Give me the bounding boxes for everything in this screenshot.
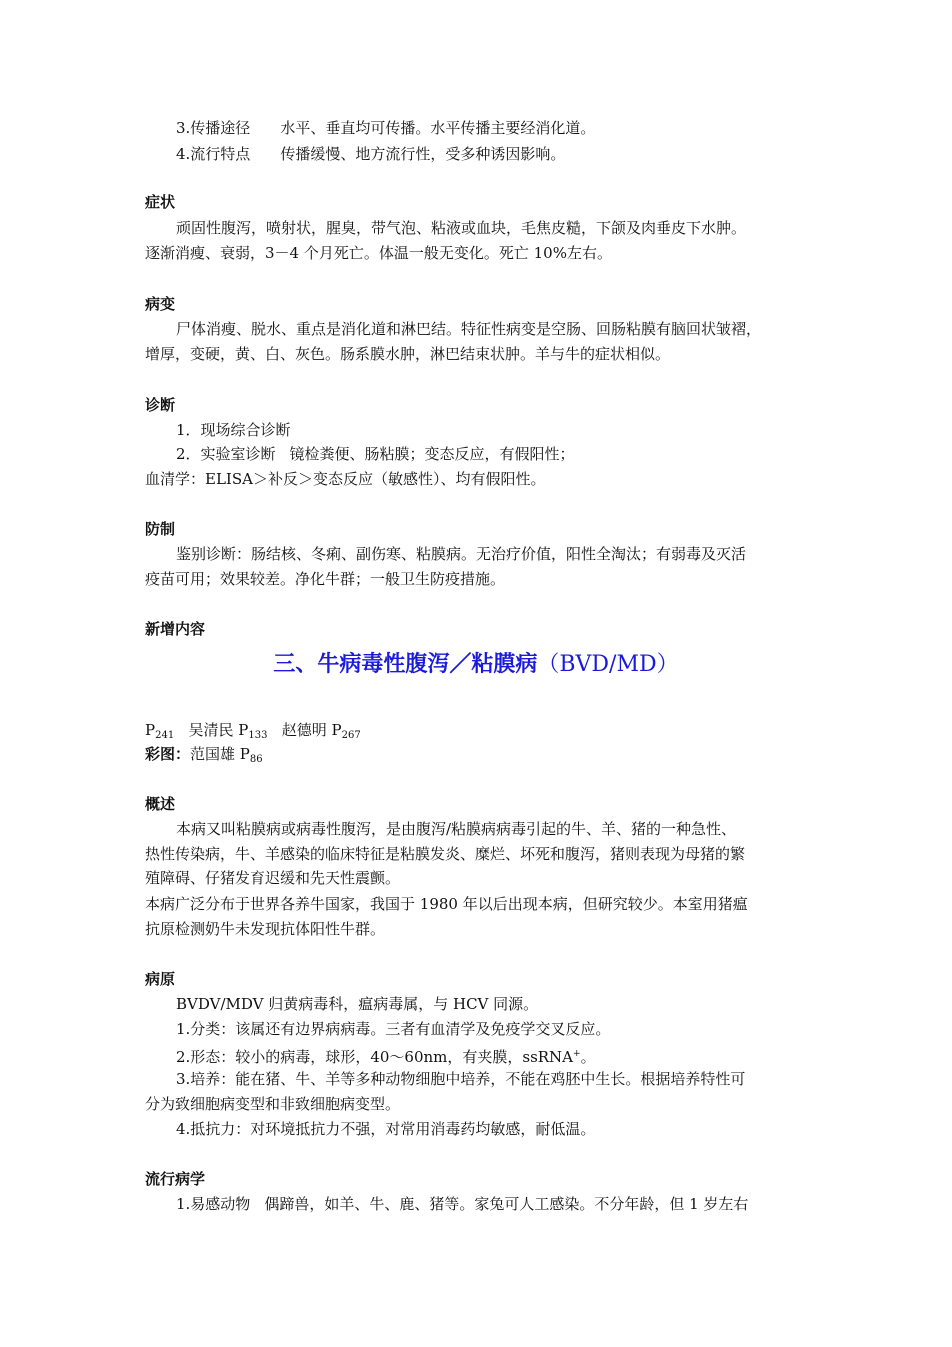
- diagnosis-heading: 诊断: [145, 396, 176, 414]
- paragraph-line: 增厚，变硬，黄、白、灰色。肠系膜水肿，淋巴结束状肿。羊与牛的症状相似。: [145, 345, 671, 363]
- epidemiology-heading: 流行病学: [145, 1170, 206, 1188]
- symptoms-heading: 症状: [145, 193, 176, 211]
- paragraph-line: [176, 1192, 816, 1216]
- ref-page-number: 241: [155, 730, 175, 741]
- paragraph-line: 鉴别诊断：肠结核、冬痢、副伤寒、粘膜病。无治疗价值，阳性全淘汰；有弱毒及灭活: [176, 545, 747, 563]
- item-label: 2．实验室诊断: [176, 445, 276, 463]
- paragraph-line: 殖障碍、仔猪发育迟缓和先天性震颤。: [145, 869, 401, 887]
- ref-page-number: 267: [341, 730, 361, 741]
- item-text: 传播缓慢、地方流行性，受多种诱因影响。: [280, 145, 566, 163]
- section-title-main: 三、牛病毒性腹泻／粘膜病: [273, 652, 538, 677]
- item-text: 偶蹄兽，如羊、牛、鹿、猪等。家兔可人工感染。不分年龄，但 1 岁左右: [264, 1195, 749, 1213]
- paragraph-line: 3.培养：能在猪、牛、羊等多种动物细胞中培养，不能在鸡胚中生长。根据培养特性可: [176, 1070, 746, 1088]
- serology-line: 血清学：ELISA＞补反＞变态反应（敏感性）、均有假阳性。: [145, 470, 546, 488]
- item-text: 镜检粪便、肠粘膜；变态反应，有假阳性；: [289, 445, 575, 463]
- lesions-heading: 病变: [145, 295, 176, 313]
- paragraph-line: 逐渐消瘦、衰弱，3－4 个月死亡。体温一般无变化。死亡 10%左右。: [145, 244, 612, 262]
- item-text: 水平、垂直均可传播。水平传播主要经消化道。: [280, 119, 596, 137]
- item-label: 3.传播途径: [176, 119, 251, 137]
- section-title: [0, 648, 952, 682]
- color-figure-line: [145, 742, 815, 772]
- diagnosis-item-2: [176, 442, 816, 466]
- epidemic-feature-line: [176, 142, 816, 166]
- new-content-label: 新增内容: [145, 620, 206, 638]
- overview-heading: 概述: [145, 795, 176, 813]
- transmission-route-line: [176, 116, 816, 140]
- paragraph-line: 热性传染病，牛、羊感染的临床特征是粘膜发炎、糜烂、坏死和腹泻，猪则表现为母猪的繁: [145, 845, 746, 863]
- paragraph-line: 抗原检测奶牛未发现抗体阳性牛群。: [145, 920, 386, 938]
- paragraph-line: 分为致细胞病变型和非致细胞病变型。: [145, 1095, 401, 1113]
- item-label: 1.易感动物: [176, 1195, 251, 1213]
- paragraph-line: 本病又叫粘膜病或病毒性腹泻，是由腹泻/粘膜病病毒引起的牛、羊、猪的一种急性、: [176, 820, 737, 838]
- section-title-abbr: （BVD/MD）: [537, 652, 679, 677]
- diagnosis-item-1: 1．现场综合诊断: [176, 421, 291, 439]
- paragraph-line: 4.抵抗力：对环境抵抗力不强，对常用消毒药均敏感，耐低温。: [176, 1120, 596, 1138]
- control-heading: 防制: [145, 520, 176, 538]
- paragraph-line: [176, 1042, 816, 1069]
- paragraph-line: BVDV/MDV 归黄病毒科，瘟病毒属，与 HCV 同源。: [176, 995, 539, 1013]
- item-text: 2.形态：较小的病毒，球形，40～60nm，有夹膜，ssRNA: [176, 1048, 574, 1066]
- paragraph-line: 顽固性腹泻，喷射状，腥臭，带气泡、粘液或血块，毛焦皮糙，下颌及肉垂皮下水肿。: [176, 219, 747, 237]
- color-figure-label: 彩图：: [145, 745, 191, 763]
- ref-page-number: 86: [249, 754, 263, 765]
- pathogen-heading: 病原: [145, 970, 176, 988]
- item-label: 4.流行特点: [176, 145, 251, 163]
- ref-author: 吴清民 P: [188, 721, 249, 739]
- superscript: +: [573, 1049, 581, 1059]
- paragraph-line: 尸体消瘦、脱水、重点是消化道和淋巴结。特征性病变是空肠、回肠粘膜有脑回状皱褶，: [176, 320, 762, 338]
- paragraph-line: 1.分类：该属还有边界病病毒。三者有血清学及免疫学交叉反应。: [176, 1020, 611, 1038]
- ref-page: P: [145, 721, 156, 739]
- paragraph-line: 疫苗可用；效果较差。净化牛群；一般卫生防疫措施。: [145, 570, 506, 588]
- paragraph-line: 本病广泛分布于世界各养牛国家，我国于 1980 年以后出现本病，但研究较少。本室用猪瘟: [145, 895, 748, 913]
- ref-author: 范国雄 P: [190, 745, 250, 763]
- ref-author: 赵德明 P: [281, 721, 342, 739]
- item-text: 。: [580, 1048, 596, 1066]
- ref-page-number: 133: [248, 730, 268, 741]
